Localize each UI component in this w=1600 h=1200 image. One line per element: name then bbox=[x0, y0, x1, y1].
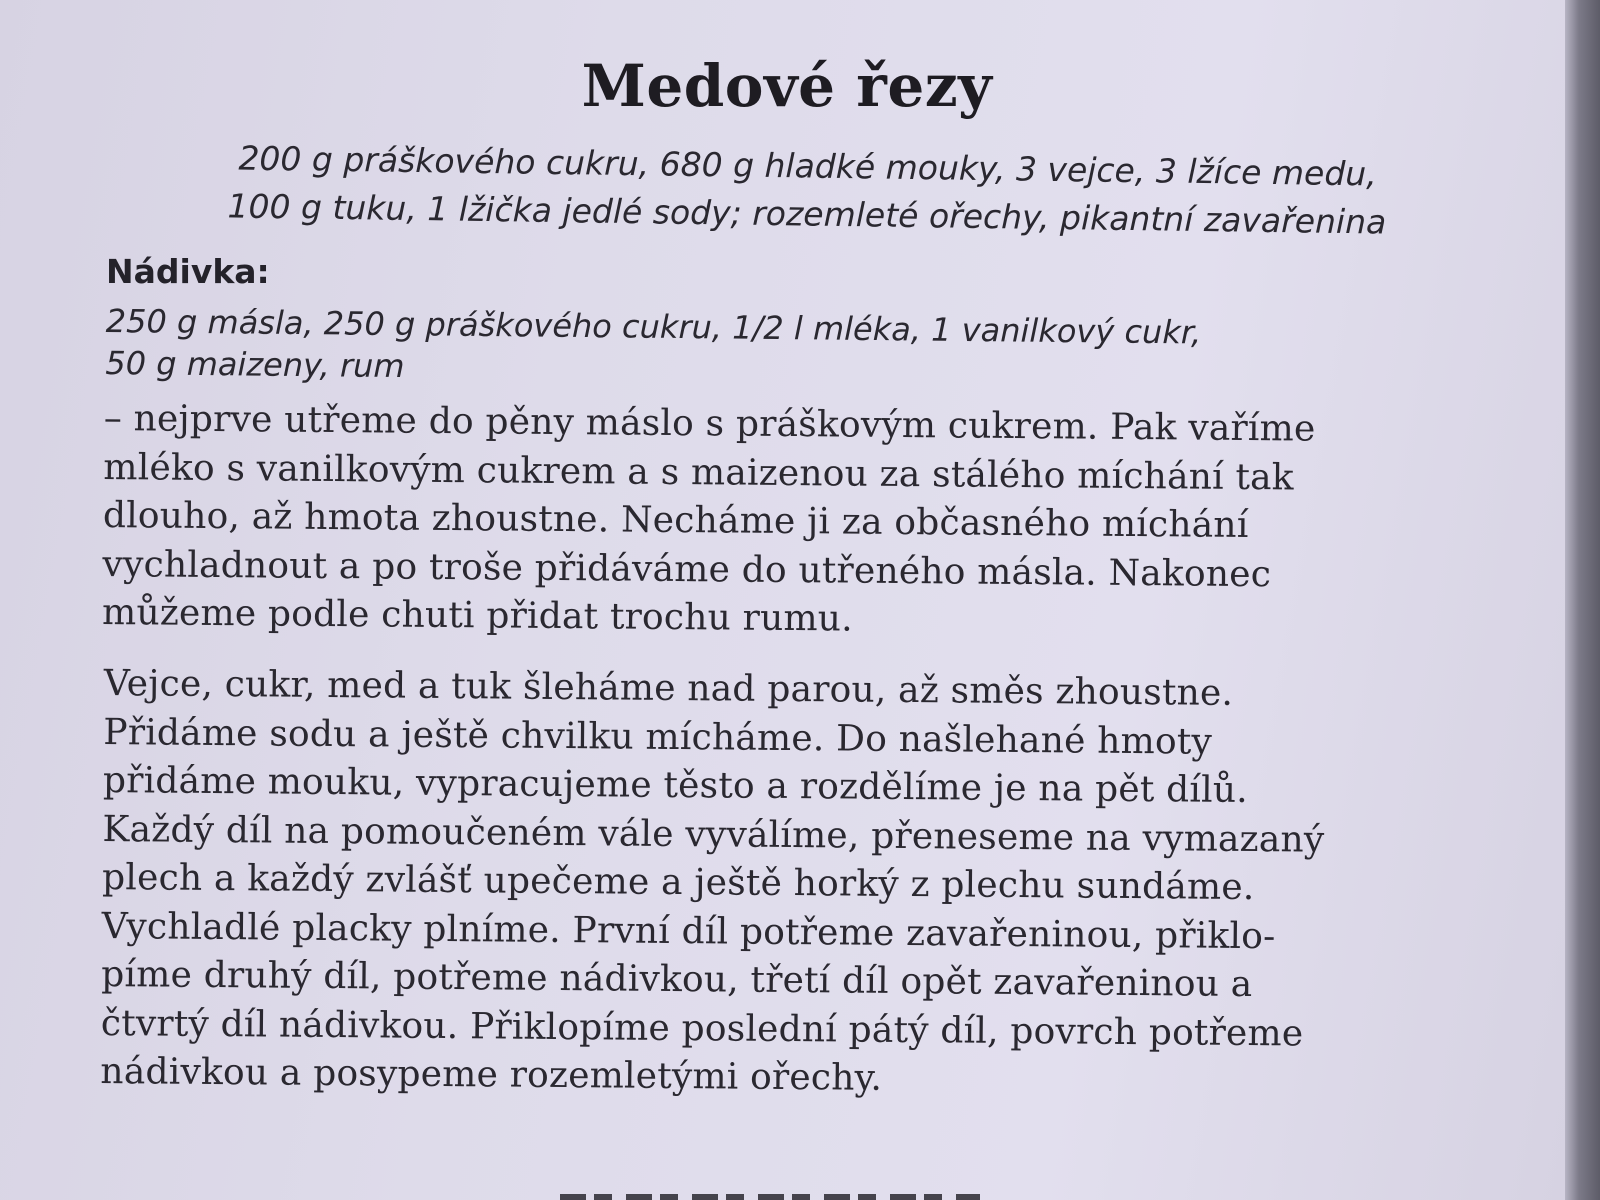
recipe-ingredients bbox=[127, 133, 1488, 248]
text-line: Přidáme sodu a ještě chvilku mícháme. Do našlehané hmoty bbox=[103, 711, 1213, 763]
text-line: můžeme podle chuti přidat trochu rumu. bbox=[101, 591, 853, 640]
text-line: Vejce, cukr, med a tuk šleháme nad parou, až směs zhoustne. bbox=[103, 662, 1234, 714]
text-line: – nejprve utřeme do pěny máslo s práškovým cukrem. Pak vaříme bbox=[103, 397, 1316, 450]
method-paragraph bbox=[100, 660, 1512, 1109]
text-line: píme druhý díl, potřeme nádivkou, třetí díl opět zavařeninou a bbox=[101, 953, 1253, 1006]
text-line: přidáme mouku, vypracujeme těsto a rozdělíme je na pět dílů. bbox=[102, 759, 1249, 811]
text-line: dlouho, až hmota zhoustne. Necháme ji za občasného míchání bbox=[102, 494, 1249, 546]
text-line: mléko s vanilkovým cukrem a s maizenou za stálého míchání tak bbox=[103, 446, 1294, 498]
ingredients-line: 100 g tuku, 1 lžička jedlé sody; rozemleté ořechy, pikantní zavařenina bbox=[227, 186, 1387, 242]
filling-heading: Nádivka: bbox=[106, 252, 270, 291]
filling-instructions bbox=[102, 395, 1512, 650]
text-line: Každý díl na pomoučeném vále vyválíme, přeneseme na vymazaný bbox=[102, 808, 1325, 861]
next-recipe-title-cropped bbox=[560, 1168, 980, 1200]
text-line: nádivkou a posypeme rozemletými ořechy. bbox=[100, 1050, 883, 1099]
text-line: Vychladlé placky plníme. První díl potřeme zavařeninou, přiklo- bbox=[101, 905, 1276, 957]
page-edge-shadow bbox=[1565, 0, 1600, 1200]
text-line: vychladnout a po troše přidáváme do utřeného másla. Nakonec bbox=[102, 543, 1272, 595]
ingredients-line: 200 g práškového cukru, 680 g hladké mouky, 3 vejce, 3 lžíce medu, bbox=[238, 138, 1378, 194]
filling-ingredients bbox=[105, 300, 1466, 398]
text-line: čtvrtý díl nádivkou. Přiklopíme poslední pátý díl, povrch potřeme bbox=[100, 1002, 1304, 1054]
text-line: plech a každý zvlášť upečeme a ještě horký z plechu sundáme. bbox=[101, 856, 1255, 909]
filling-ingredients-line: 50 g maizeny, rum bbox=[105, 343, 405, 386]
recipe-title: Medové řezy bbox=[581, 52, 993, 120]
filling-ingredients-line: 250 g másla, 250 g práškového cukru, 1/2 l mléka, 1 vanilkový cukr, bbox=[105, 301, 1202, 352]
